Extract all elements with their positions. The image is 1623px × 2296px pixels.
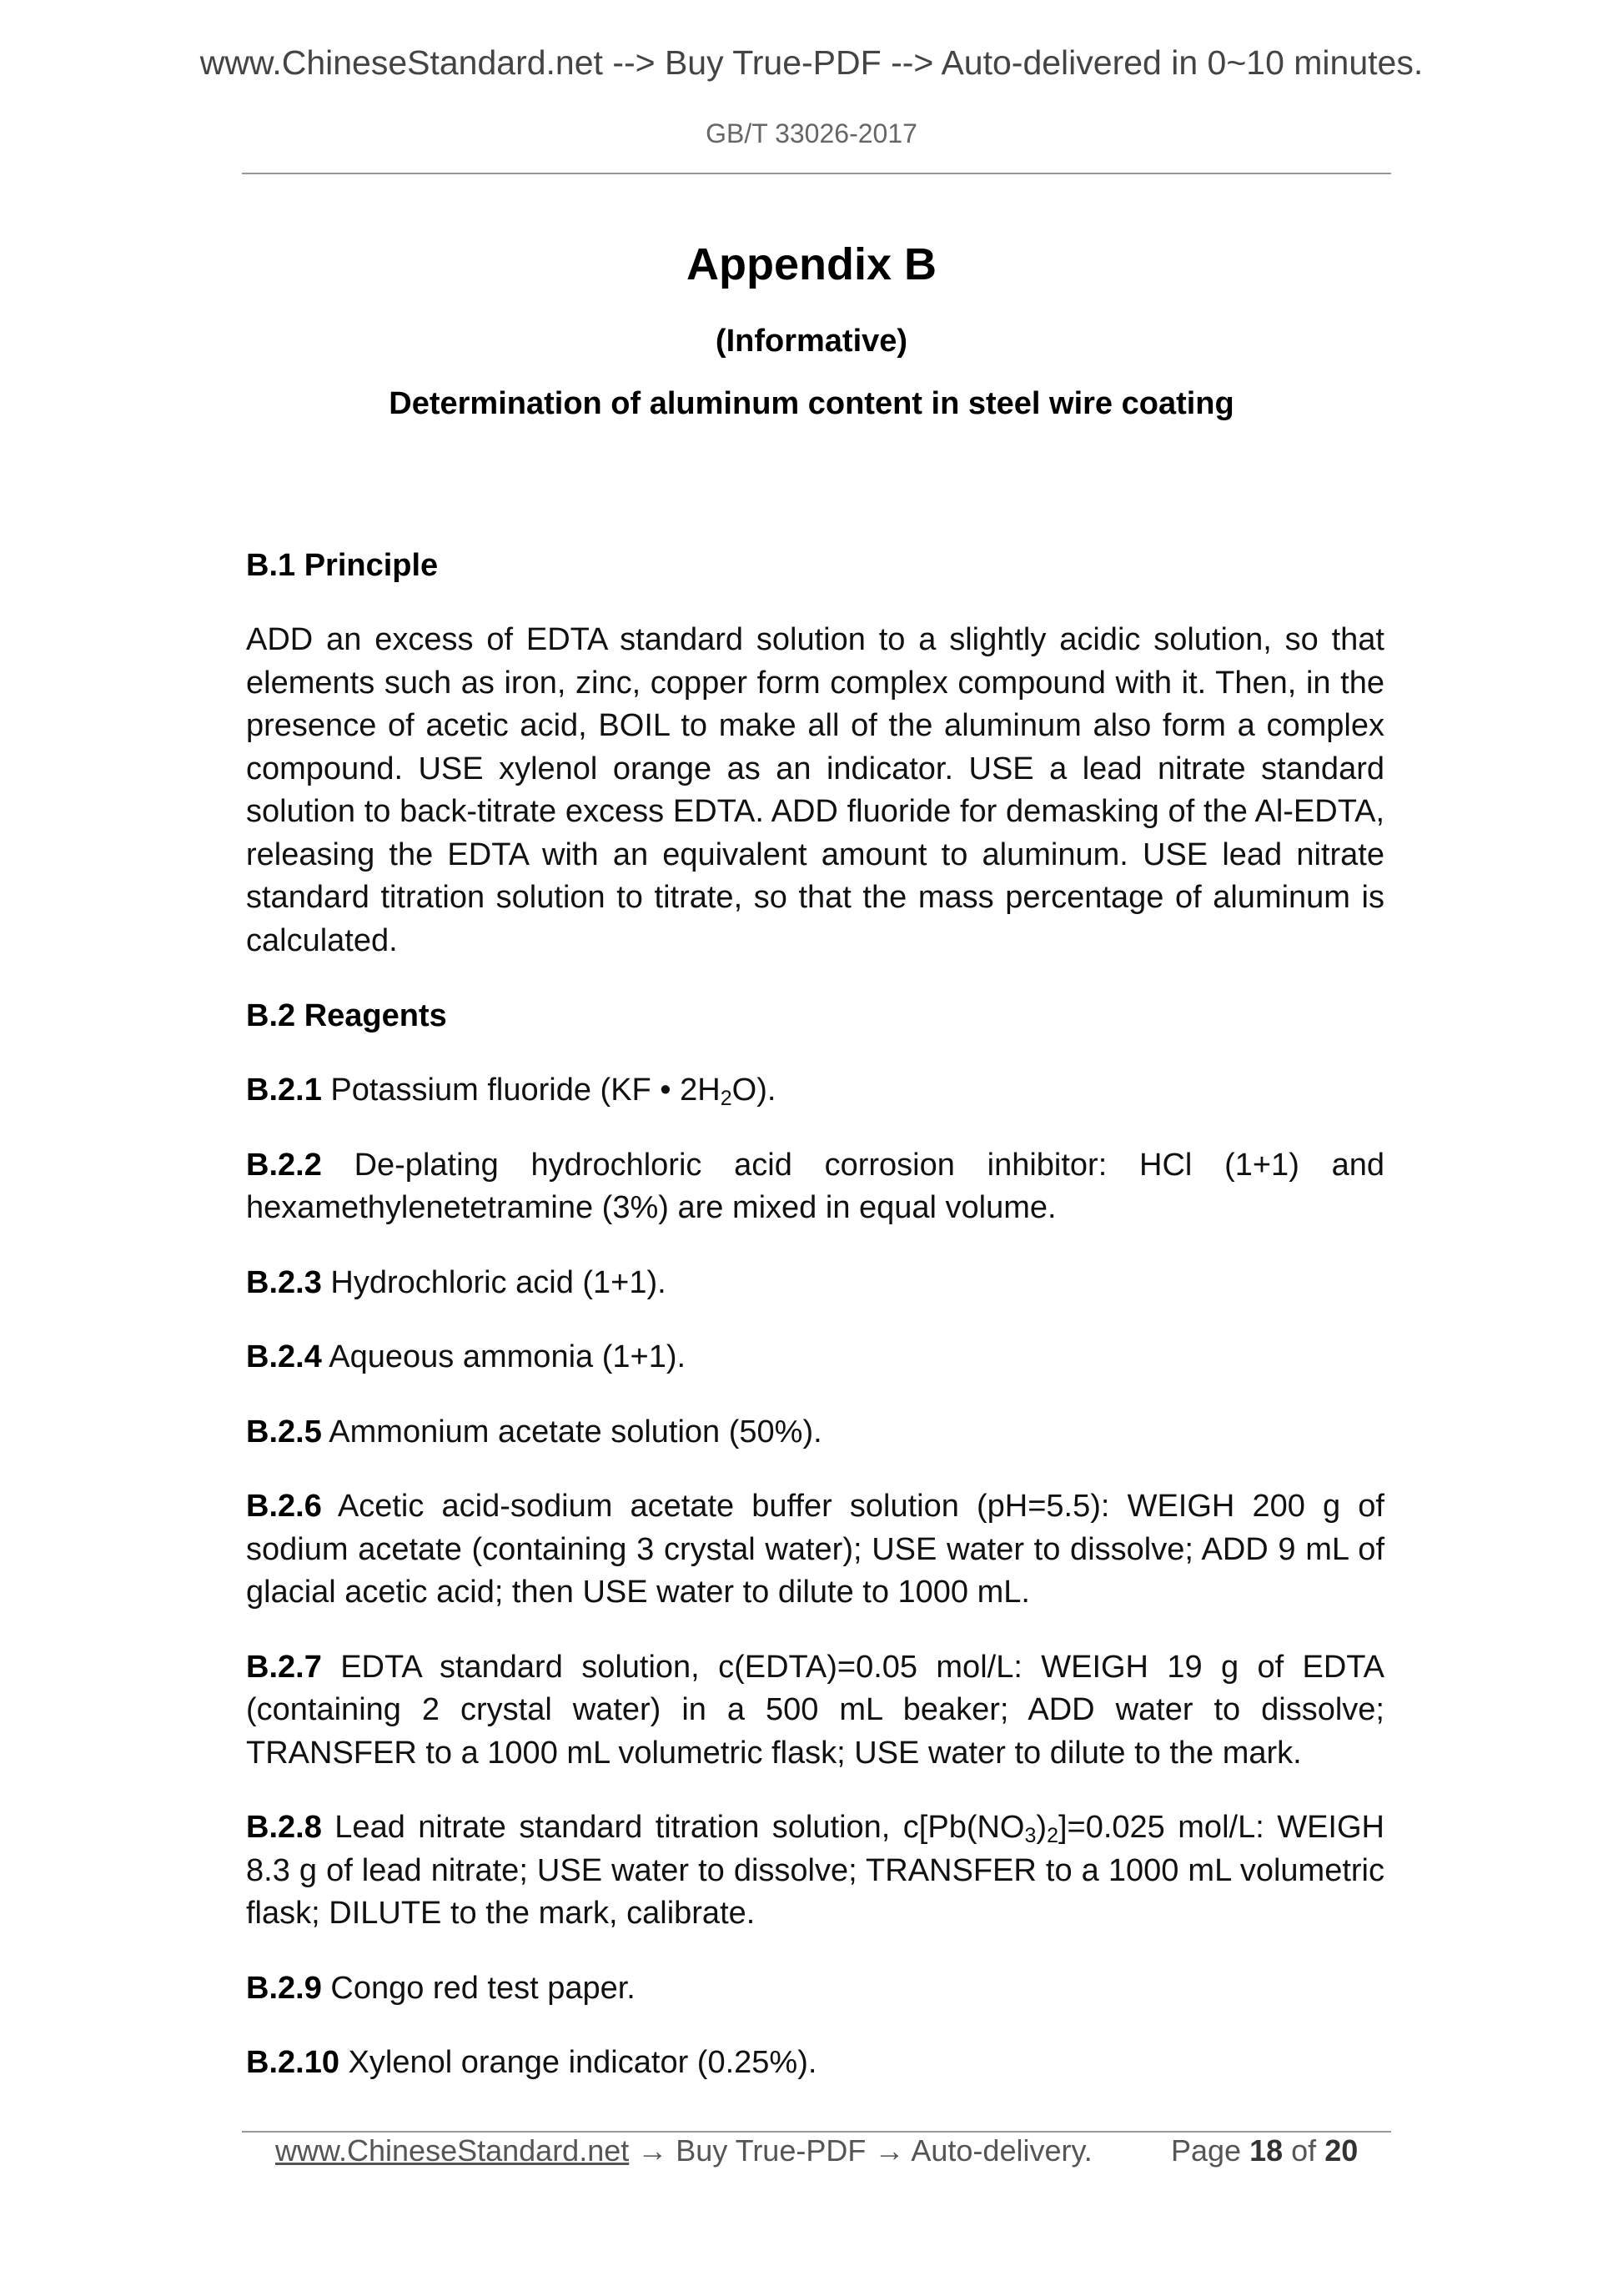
reagent-number: B.2.3 [246,1264,322,1300]
subscript: 2 [720,1087,732,1110]
reagent-item [246,1336,1384,1379]
principle-paragraph: ADD an excess of EDTA standard solution to a slightly acidic solution, so that elements such as iron, zinc, copper form complex compound with it. Then, in the presence of acetic acid, BOIL to make all of the aluminum also form a complex compound. USE xylenol orange as an indicator. USE a lead nitrate standard solution to back-titrate excess EDTA. ADD fluoride for demasking of the Al-EDTA, releasing the EDTA with an equivalent amount to aluminum. USE lead nitrate standard titration solution to titrate, so that the mass percentage of aluminum is calculated. [246,622,1384,958]
reagent-text: Aqueous ammonia (1+1). [329,1339,686,1374]
total-pages: 20 [1324,2133,1359,2168]
reagent-number: B.2.5 [246,1414,322,1449]
reagent-number: B.2.6 [246,1489,322,1524]
current-page: 18 [1249,2133,1284,2168]
subscript: 3 [1024,1824,1037,1847]
appendix-type: (Informative) [715,324,908,359]
reagent-item [246,1069,1384,1113]
footer-buy-text: Buy True-PDF [676,2133,867,2168]
reagent-item [246,1806,1384,1936]
reagent-text: Acetic acid-sodium acetate buffer solution (pH=5.5): WEIGH 200 g of sodium acetate (containing 3 crystal water); USE water to dissolve; ADD 9 mL of glacial acetic acid; then USE water to dilute to 1000 mL. [246,1489,1384,1610]
reagent-item [246,1411,1384,1454]
reagent-text-end: ]=0.025 mol/L: WEIGH 8.3 g of lead nitrate; USE water to dissolve; TRANSFER to a 1000 mL volumetric flask; DILUTE to the mark, calibrate. [246,1810,1384,1931]
header-divider [242,173,1391,174]
reagent-text: Congo red test paper. [330,1970,636,2006]
footer-delivery-text: Auto-delivery. [911,2133,1093,2168]
reagent-text: Hydrochloric acid (1+1). [330,1264,666,1300]
reagent-text: De-plating hydrochloric acid corrosion inhibitor: HCl (1+1) and hexamethylenetetramine (3%) are mixed in equal volume. [246,1147,1384,1225]
reagent-number: B.2.9 [246,1970,322,2006]
of-label: of [1291,2133,1317,2168]
reagent-text-end: O). [731,1073,776,1108]
page-number [1171,2133,1358,2168]
reagent-item [246,1485,1384,1615]
document-body [246,544,1384,2117]
reagent-text: EDTA standard solution, c(EDTA)=0.05 mol/L: WEIGH 19 g of EDTA (containing 2 crystal water) in a 500 mL beaker; ADD water to dissolve; TRANSFER to a 1000 mL volumetric flask; USE water to dilute to the mark. [246,1649,1385,1771]
footer-links [275,2133,1093,2168]
section-heading-reagents: B.2 Reagents [246,998,447,1033]
reagent-number: B.2.10 [246,2045,339,2080]
reagent-number: B.2.4 [246,1339,322,1374]
reagent-number: B.2.2 [246,1147,322,1183]
reagent-text: Ammonium acetate solution (50%). [329,1414,822,1449]
arrow-right-icon: → [874,2133,905,2168]
appendix-main-title: Determination of aluminum content in steel wire coating [389,386,1234,421]
reagent-text: Xylenol orange indicator (0.25%). [348,2045,817,2080]
header-banner: www.ChineseStandard.net --> Buy True-PDF --> Auto-delivered in 0~10 minutes. [199,43,1424,82]
reagent-number: B.2.7 [246,1649,322,1685]
reagent-text: Potassium fluoride (KF • 2H [330,1073,721,1108]
footer-divider [242,2131,1391,2133]
subscript: 2 [1047,1824,1058,1847]
reagent-text: Lead nitrate standard titration solution, c[Pb(NO [334,1810,1025,1845]
arrow-right-icon: → [637,2133,668,2168]
reagent-number: B.2.8 [246,1810,322,1845]
reagent-number: B.2.1 [246,1073,322,1108]
document-id: GB/T 33026-2017 [706,118,917,148]
reagent-item [246,1262,1384,1305]
page-footer [0,2133,1623,2175]
appendix-title: Appendix B [686,239,937,289]
reagent-item [246,1967,1384,2011]
page-label: Page [1171,2133,1242,2168]
reagent-item [246,1144,1384,1230]
reagent-item [246,1646,1384,1776]
reagent-text-mid: ) [1036,1810,1048,1845]
section-heading-principle: B.1 Principle [246,548,439,583]
footer-site-link[interactable]: www.ChineseStandard.net [275,2133,630,2168]
reagent-item [246,2042,1384,2085]
